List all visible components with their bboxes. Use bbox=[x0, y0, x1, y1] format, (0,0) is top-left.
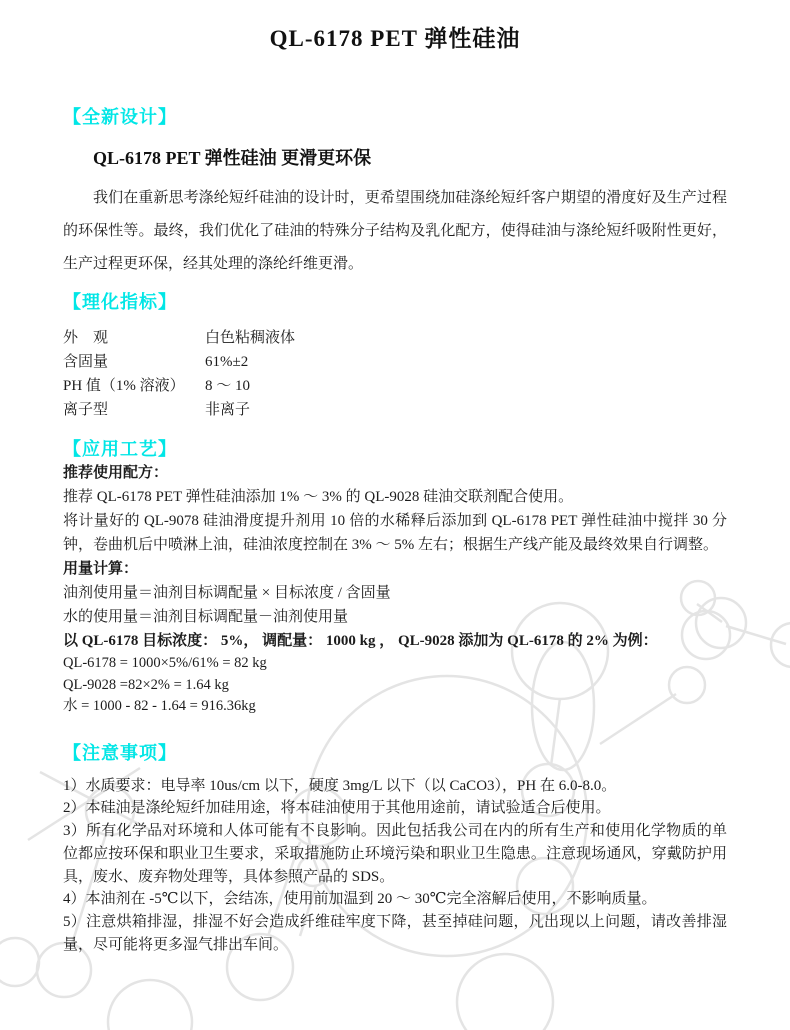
spec-value: 非离子 bbox=[205, 402, 251, 418]
notes-list bbox=[63, 775, 727, 957]
dosage-line: 油剂使用量＝油剂目标调配量 × 目标浓度 / 含固量 bbox=[63, 585, 391, 601]
note-item: 1）水质要求：电导率 10us/cm 以下，硬度 3mg/L 以下（以 CaCO3），PH 在 6.0-8.0。 bbox=[63, 777, 617, 794]
recipe-title: 推荐使用配方： bbox=[63, 465, 169, 481]
spec-label: 含固量 bbox=[63, 354, 109, 370]
document-page bbox=[0, 24, 790, 1030]
example-title: 以 QL-6178 目标浓度： 5%， 调配量： 1000 kg ， QL-9028 添加为 QL-6178 的 2% 为例： bbox=[63, 633, 658, 649]
example-line: 水 = 1000 - 82 - 1.64 = 916.36kg bbox=[63, 698, 256, 714]
spec-value: 61%±2 bbox=[205, 354, 249, 370]
spec-value: 白色粘稠液体 bbox=[205, 330, 296, 346]
spec-value: 8 ～ 10 bbox=[205, 378, 251, 394]
dosage-line: 水的使用量＝油剂目标调配量－油剂使用量 bbox=[63, 609, 349, 625]
document-content bbox=[0, 24, 790, 957]
design-paragraph: 我们在重新思考涤纶短纤硅油的设计时，更希望围绕加硅涤纶短纤客户期望的滑度好及生产过程的环保性等。最终，我们优化了硅油的特殊分子结构及乳化配方，使得硅油与涤纶短纤吸附性更好，生产过程更环保，经其处理的涤纶纤维更滑。 bbox=[63, 190, 727, 272]
design-subtitle: QL-6178 PET 弹性硅油 更滑更环保 bbox=[93, 148, 372, 168]
spec-row bbox=[63, 374, 295, 398]
note-item: 2）本硅油是涤纶短纤加硅用途，将本硅油使用于其他用途前，请试验适合后使用。 bbox=[63, 800, 611, 817]
spec-label: 外 观 bbox=[63, 330, 109, 346]
spec-label: 离子型 bbox=[63, 402, 109, 418]
note-item: 5）注意烘箱排湿，排湿不好会造成纤维硅牢度下降，甚至掉硅问题，凡出现以上问题，请改善排湿量，尽可能将更多湿气排出车间。 bbox=[63, 914, 727, 954]
dosage-title: 用量计算： bbox=[63, 561, 139, 577]
spec-label: PH 值（1% 溶液） bbox=[63, 378, 185, 394]
page-title: QL-6178 PET 弹性硅油 bbox=[269, 26, 521, 51]
spec-table bbox=[63, 326, 295, 422]
recipe-line: 将计量好的 QL-9078 硅油滑度提升剂用 10 倍的水稀释后添加到 QL-6178 PET 弹性硅油中搅拌 30 分钟，卷曲机后中喷淋上油，硅油浓度控制在 3% ～ 5% 左右；根据生产线产能及最终效果自行调整。 bbox=[63, 513, 727, 553]
spec-row bbox=[63, 326, 295, 350]
spec-row bbox=[63, 350, 295, 374]
section-heading-design: 【全新设计】 bbox=[63, 107, 177, 127]
example-line: QL-6178 = 1000×5%/61% = 82 kg bbox=[63, 655, 267, 671]
section-heading-application: 【应用工艺】 bbox=[63, 439, 177, 459]
note-item: 3）所有化学品对环境和人体可能有不良影响。因此包括我公司在内的所有生产和使用化学物质的单位都应按环保和职业卫生要求，采取措施防止环境污染和职业卫生隐患。注意现场通风，穿戴防护用具，废水、废弃物处理等，具体参照产品的 SDS。 bbox=[63, 823, 727, 885]
note-item: 4）本油剂在 -5℃以下，会结冻，使用前加温到 20 ～ 30℃完全溶解后使用，不影响质量。 bbox=[63, 891, 657, 908]
section-heading-specs: 【理化指标】 bbox=[63, 292, 177, 312]
section-heading-notes: 【注意事项】 bbox=[63, 742, 177, 763]
recipe-line: 推荐 QL-6178 PET 弹性硅油添加 1% ～ 3% 的 QL-9028 硅油交联剂配合使用。 bbox=[63, 489, 574, 505]
spec-row bbox=[63, 398, 295, 422]
example-line: QL-9028 =82×2% = 1.64 kg bbox=[63, 676, 229, 693]
